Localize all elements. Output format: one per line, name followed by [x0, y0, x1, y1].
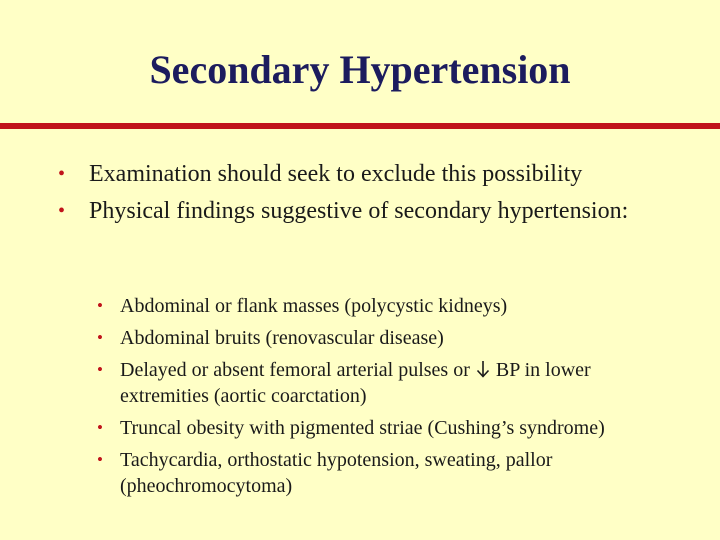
- sub-bullet-item: [97, 293, 677, 319]
- slide-title: Secondary Hypertension: [149, 47, 571, 92]
- sub-bullet-item: [97, 415, 677, 441]
- bullet-item: [58, 160, 668, 189]
- bullet-icon: •: [97, 418, 103, 437]
- bullet-icon: •: [58, 163, 66, 185]
- bullet-icon: •: [97, 450, 103, 469]
- sub-bullet-list: [97, 293, 677, 505]
- bullet-icon: •: [58, 200, 66, 222]
- sub-bullet-text: Truncal obesity with pigmented striae (Cushing’s syndrome): [120, 417, 605, 439]
- sub-bullet-text: Abdominal or flank masses (polycystic kidneys): [120, 295, 508, 317]
- bullet-icon: •: [97, 328, 103, 347]
- sub-bullet-item: [97, 325, 677, 351]
- sub-bullet-text-before: Delayed or absent femoral arterial pulses or: [120, 359, 470, 381]
- bullet-text: Physical findings suggestive of secondary hypertension:: [89, 198, 629, 224]
- bullet-icon: •: [97, 360, 103, 379]
- sub-bullet-text: Abdominal bruits (renovascular disease): [120, 327, 444, 349]
- bullet-text: Examination should seek to exclude this possibility: [89, 161, 583, 187]
- sub-bullet-text: Tachycardia, orthostatic hypotension, sweating, pallor (pheochromocytoma): [120, 449, 553, 497]
- title-divider: [0, 123, 720, 129]
- sub-bullet-item: [97, 447, 677, 499]
- bullet-icon: •: [97, 296, 103, 315]
- down-arrow-icon: [475, 360, 491, 378]
- sub-bullet-text-after: BP in lower extremities (aortic coarctation): [120, 359, 591, 407]
- bullet-list: [58, 160, 668, 234]
- bullet-item: [58, 197, 668, 226]
- sub-bullet-item: [97, 357, 677, 409]
